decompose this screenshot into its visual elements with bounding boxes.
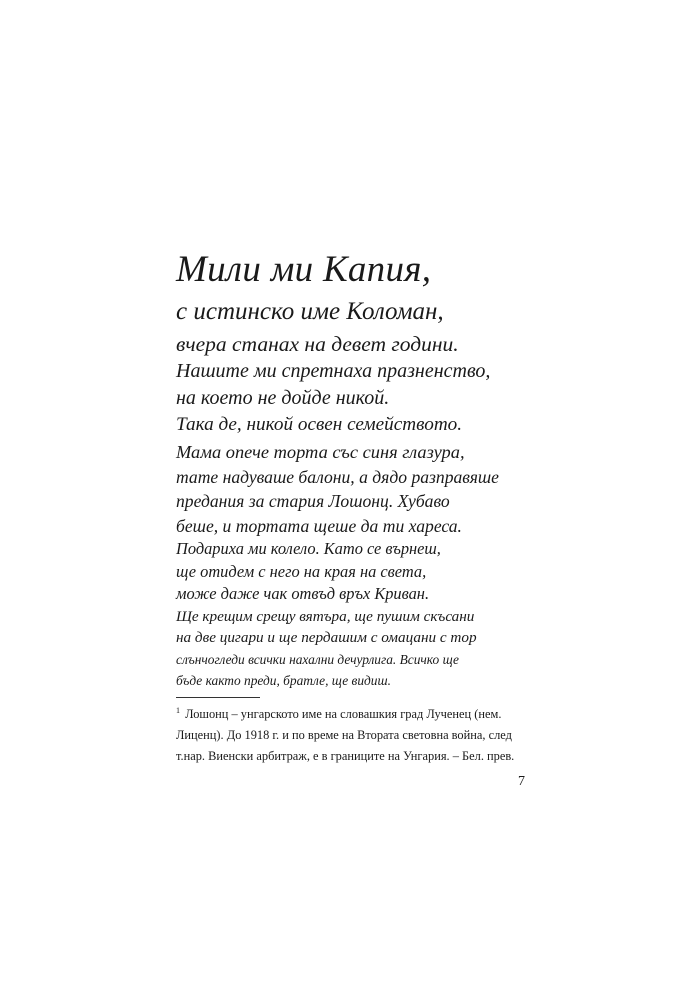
letter-salutation: Мили ми Капия, <box>176 249 432 290</box>
letter-line: с истинско име Коломан, <box>176 298 444 325</box>
letter-line: Така де, никой освен семейството. <box>176 414 463 435</box>
footnote <box>176 700 528 767</box>
letter-line: Подариха ми колело. Като се върнеш, <box>176 539 441 558</box>
letter-line: тате надуваше балони, а дядо разправяше <box>176 466 499 487</box>
letter-line: ще отидем с него на края на света, <box>176 561 427 581</box>
letter-line: Ще крещим срещу вятъра, ще пушим скъсани <box>176 607 475 625</box>
letter-line: Мама опече торта със синя глазура, <box>176 441 465 462</box>
footnote-line <box>176 700 528 725</box>
footnote-line: Лиценц). До 1918 г. и по време на Втората световна война, след <box>176 728 512 742</box>
letter-line: вчера станах на девет години. <box>176 332 459 356</box>
footnote-line: т.нар. Виенски арбитраж, е в границите на Унгария. – Бел. прев. <box>176 749 515 763</box>
letter-line: беше, и тортата щеше да ти хареса. <box>176 515 462 536</box>
footnote-divider <box>176 697 260 698</box>
letter-line: предания за стария Лошонц. Хубаво <box>176 491 450 511</box>
letter-line: слънчогледи всички нахални дечурлига. Всичко ще <box>176 651 459 667</box>
footnote-text: Лошонц – унгарското име на словашкия град Лученец (нем. <box>185 707 502 721</box>
letter-line: бъде както преди, братле, ще видиш. <box>176 672 391 688</box>
letter-line: Нашите ми спретнаха празненство, <box>176 360 491 382</box>
letter-line: на две цигари и ще пердашим с омацани с тор <box>176 629 477 646</box>
letter-line: на което не дойде никой. <box>176 387 390 409</box>
letter-line: може даже чак отвъд връх Криван. <box>176 584 430 603</box>
footnote-marker: 1 <box>176 706 180 715</box>
letter-text <box>176 246 536 691</box>
page-number: 7 <box>518 774 525 789</box>
